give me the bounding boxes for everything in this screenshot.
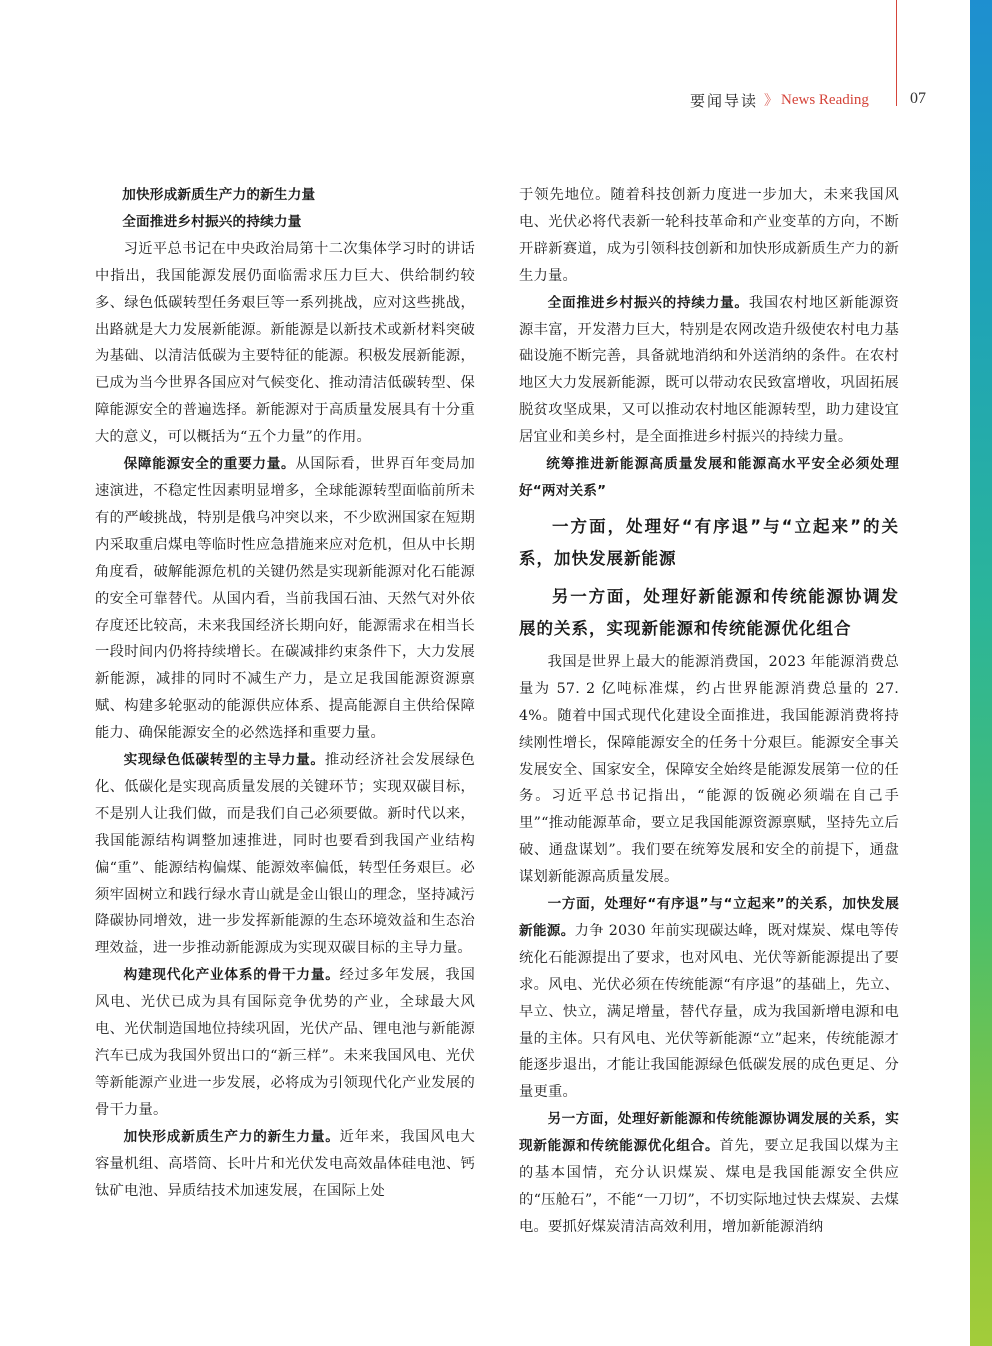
paragraph-lead: 全面推进乡村振兴的持续力量。 [547,294,749,311]
paragraph: 于领先地位。随着科技创新力度进一步加大，未来我国风电、光伏必将代表新一轮科技革命和产业变革的方向，不断开辟新赛道，成为引领科技创新和加快形成新质生产力的新生力量。 [519,187,899,284]
paragraph-lead: 保障能源安全的重要力量。 [123,456,296,473]
paragraph-text: 力争 2030 年前实现碳达峰，既对煤炭、煤电等传统化石能源提出了要求，也对风电、光伏等新能源提出了要求。风电、光伏必须在传统能源“有序退”的基础上，先立、早立、快立，满足增量，替代存量，成为我国新增电源和电量的主体。只有风电、光伏等新能源“立”起来，传统能源才能逐步退出，才能让我国能源绿色低碳发展的成色更足、分量更重。 [519,922,899,1101]
paragraph-lead: 构建现代化产业体系的骨干力量。 [123,967,340,984]
paragraph [95,451,475,747]
subheading: 加快形成新质生产力的新生力量 [122,187,316,203]
paragraph-text: 我国农村地区新能源资源丰富，开发潜力巨大，特别是农网改造升级使农村电力基础设施不断完善，具备就地消纳和外送消纳的条件。在农村地区大力发展新能源，既可以带动农民致富增收，巩固拓展脱贫攻坚成果，又可以推动农村地区能源转型，助力建设宜居宜业和美乡村，是全面推进乡村振兴的持续力量。 [519,294,899,446]
page-header [690,90,869,110]
paragraph-text: 首先，要立足我国以煤为主的基本国情，充分认识煤炭、煤电是我国能源安全供应的“压舱石”，不能“一刀切”，不切实际地过快去煤炭、去煤电。要抓好煤炭清洁高效利用，增加新能源消纳 [519,1138,899,1235]
double-chevron-icon: 》 [764,93,776,109]
section-title: 要闻导读 [690,91,759,110]
paragraph: 我国是世界上最大的能源消费国，2023 年能源消费总量为 57. 2 亿吨标准煤，约占世界能源消费总量的 27. 4%。随着中国式现代化建设全面推进，我国能源消费将持续刚性增长，保障能源安全的任务十分艰巨。能源安全事关发展安全、国家安全，保障安全始终是能源发展第一位的任务。习近平总书记指出，“能源的饭碗必须端在自己手里”“推动能源革命，要立足我国能源资源禀赋，坚持先立后破、通盘谋划”。我们要在统筹发展和安全的前提下，通盘谋划新能源高质量发展。 [519,653,899,886]
decorative-gradient-bar [970,0,992,1346]
paragraph [95,747,475,962]
section-heading: 另一方面，处理好新能源和传统能源协调发展的关系，实现新能源和传统能源优化组合 [519,586,899,638]
paragraph-text: 经过多年发展，我国风电、光伏已成为具有国际竞争优势的产业，全球最大风电、光伏制造国地位持续巩固，光伏产品、锂电池与新能源汽车已成为我国外贸出口的“新三样”。未来我国风电、光伏等新能源产业进一步发展，必将成为引领现代化产业发展的骨干力量。 [95,967,475,1118]
right-column [519,182,899,1241]
paragraph [519,290,899,451]
paragraph-text: 近年来，我国风电大容量机组、高塔筒、长叶片和光伏发电高效晶体硅电池、钙钛矿电池、异质结技术加速发展，在国际上处 [95,1128,475,1199]
paragraph [519,1106,899,1241]
paragraph-lead: 另一方面，处理好新能源和传统能源协调发展的关系，实现新能源和传统能源优化组合。 [519,1111,899,1155]
paragraph-lead: 一方面，处理好“有序退”与“立起来”的关系，加快发展新能源。 [519,896,899,939]
paragraph-text: 从国际看，世界百年变局加速演进，不稳定性因素明显增多，全球能源转型面临前所未有的严峻挑战，特别是俄乌冲突以来，不少欧洲国家在短期内采取重启煤电等临时性应急措施来应对危机，但从中长期角度看，破解能源危机的关键仍然是实现新能源对化石能源的安全可靠替代。从国内看，当前我国石油、天然气对外依存度还比较高，未来我国经济长期向好，能源需求在相当长一段时间内仍将持续增长。在碳减排约束条件下，大力发展新能源，减排的同时不减生产力，是立足我国能源资源禀赋、构建多轮驱动的能源供应体系、提高能源自主供给保障能力、确保能源安全的必然选择和重要力量。 [95,456,475,742]
paragraph [519,891,899,1106]
subheading: 全面推进乡村振兴的持续力量 [122,213,302,230]
subheading: 统筹推进新能源高质量发展和能源高水平安全必须处理好“两对关系” [519,456,899,499]
paragraph [95,1124,475,1205]
paragraph [95,962,475,1123]
paragraph-lead: 加快形成新质生产力的新生力量。 [123,1128,340,1145]
section-heading: 一方面，处理好“有序退”与“立起来”的关系，加快发展新能源 [519,516,899,568]
page-number: 07 [910,90,926,107]
paragraph: 习近平总书记在中央政治局第十二次集体学习时的讲话中指出，我国能源发展仍面临需求压力巨大、供给制约较多、绿色低碳转型任务艰巨等一系列挑战，应对这些挑战，出路就是大力发展新能源。新能源是以新技术或新材料突破为基础、以清洁低碳为主要特征的能源。积极发展新能源，已成为当今世界各国应对气候变化、推动清洁低碳转型、保障能源安全的普遍选择。新能源对于高质量发展具有十分重大的意义，可以概括为“五个力量”的作用。 [95,240,475,446]
paragraph-lead: 实现绿色低碳转型的主导力量。 [123,752,325,769]
section-title-english: News Reading [781,91,869,108]
paragraph-text: 推动经济社会发展绿色化、低碳化是实现高质量发展的关键环节；实现双碳目标，不是别人让我们做，而是我们自己必须要做。新时代以来，我国能源结构调整加速推进，同时也要看到我国产业结构偏“重”、能源结构偏煤、能源效率偏低，转型任务艰巨。必须牢固树立和践行绿水青山就是金山银山的理念，坚持减污降碳协同增效，进一步发挥新能源的生态环境效益和生态治理效益，进一步推动新能源成为实现双碳目标的主导力量。 [95,752,475,957]
header-divider [896,0,897,106]
left-column [95,182,475,1204]
